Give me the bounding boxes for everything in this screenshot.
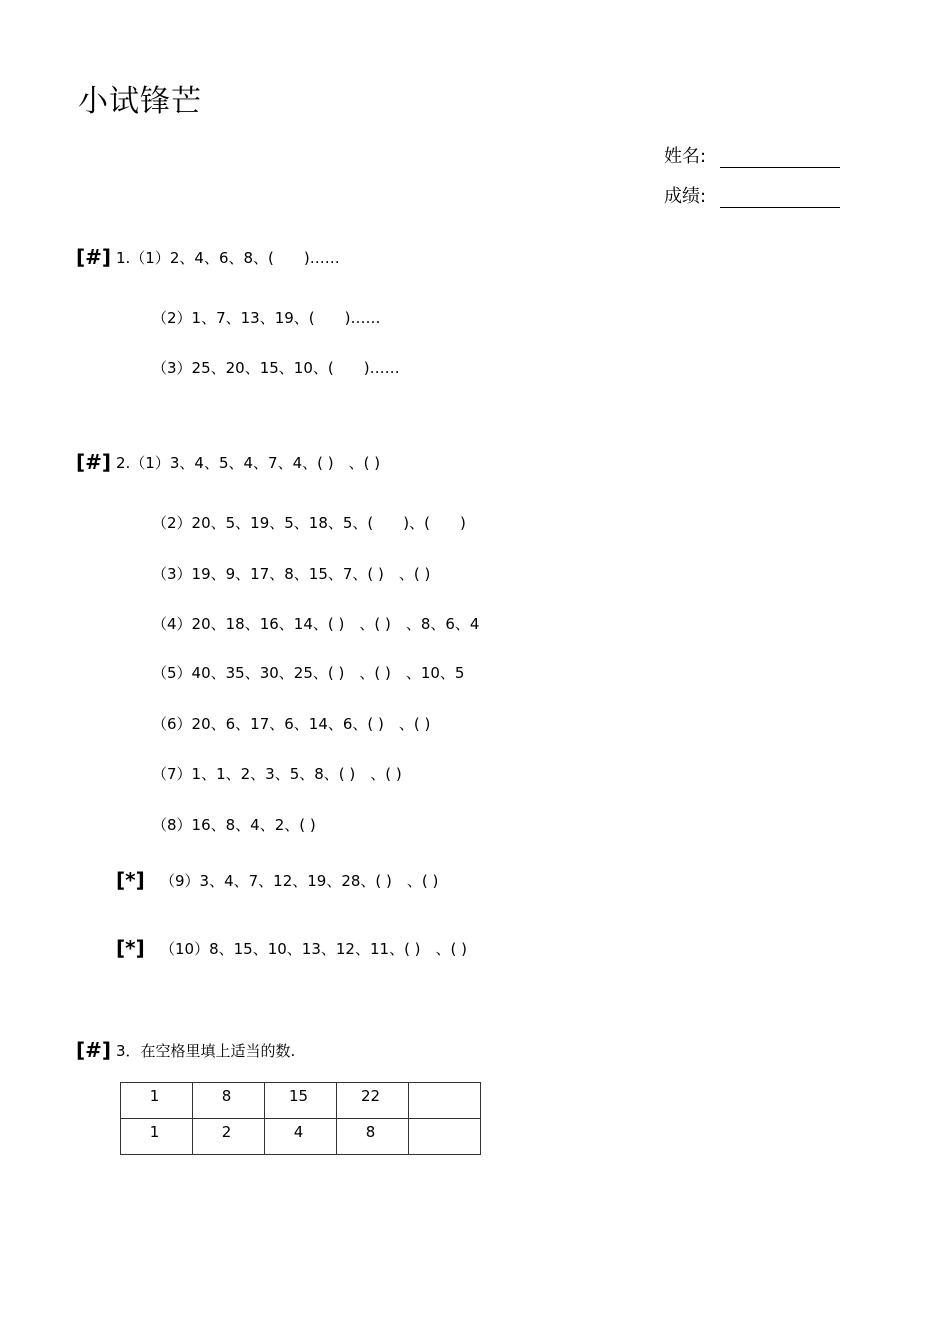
score-blank[interactable] xyxy=(720,189,840,208)
table-cell: 15 xyxy=(265,1083,337,1119)
table-row xyxy=(121,1119,481,1155)
table-cell-blank[interactable] xyxy=(409,1119,481,1155)
q2-line-5: （5）40、35、30、25、( ) 、( ) 、10、5 xyxy=(152,664,465,682)
name-label: 姓名: xyxy=(664,146,707,167)
q2-line-4: （4）20、18、16、14、( ) 、( ) 、8、6、4 xyxy=(152,615,480,633)
page-title: 小试锋芒 xyxy=(78,84,202,119)
q2-line-8: （8）16、8、4、2、( ) xyxy=(152,816,316,834)
q2-line-3: （3）19、9、17、8、15、7、( ) 、( ) xyxy=(152,565,431,583)
q3-text: 3．在空格里填上适当的数. xyxy=(116,1042,296,1060)
name-blank[interactable] xyxy=(720,149,840,168)
table-cell: 2 xyxy=(193,1119,265,1155)
q1-tag: [#] xyxy=(76,245,112,269)
table-cell-blank[interactable] xyxy=(409,1083,481,1119)
q1-line-2: （2）1、7、13、19、( )…… xyxy=(152,309,381,327)
table-cell: 8 xyxy=(193,1083,265,1119)
table-cell: 1 xyxy=(121,1083,193,1119)
q2-line-1: 2.（1）3、4、5、4、7、4、( ) 、( ) xyxy=(116,454,381,472)
q2-line-6: （6）20、6、17、6、14、6、( ) 、( ) xyxy=(152,715,431,733)
table-row xyxy=(121,1083,481,1119)
q2-line-7: （7）1、1、2、3、5、8、( ) 、( ) xyxy=(152,765,402,783)
score-row xyxy=(664,182,840,208)
q3-tag: [#] xyxy=(76,1038,112,1062)
q2-star-line-2: （10）8、15、10、13、12、11、( ) 、( ) xyxy=(160,940,468,958)
q1-line-1: 1.（1）2、4、6、8、( )…… xyxy=(116,249,340,267)
table-cell: 8 xyxy=(337,1119,409,1155)
table-cell: 1 xyxy=(121,1119,193,1155)
number-table xyxy=(120,1082,481,1155)
q2-star-line-1: （9）3、4、7、12、19、28、( ) 、( ) xyxy=(160,872,439,890)
q2-line-2: （2）20、5、19、5、18、5、( )、( ) xyxy=(152,514,466,532)
q2-star-tag-2: [*] xyxy=(116,936,145,960)
table-cell: 22 xyxy=(337,1083,409,1119)
q1-line-3: （3）25、20、15、10、( )…… xyxy=(152,359,400,377)
name-row xyxy=(664,142,840,168)
q2-star-tag-1: [*] xyxy=(116,868,145,892)
q2-tag: [#] xyxy=(76,450,112,474)
score-label: 成绩: xyxy=(664,186,707,207)
table-cell: 4 xyxy=(265,1119,337,1155)
